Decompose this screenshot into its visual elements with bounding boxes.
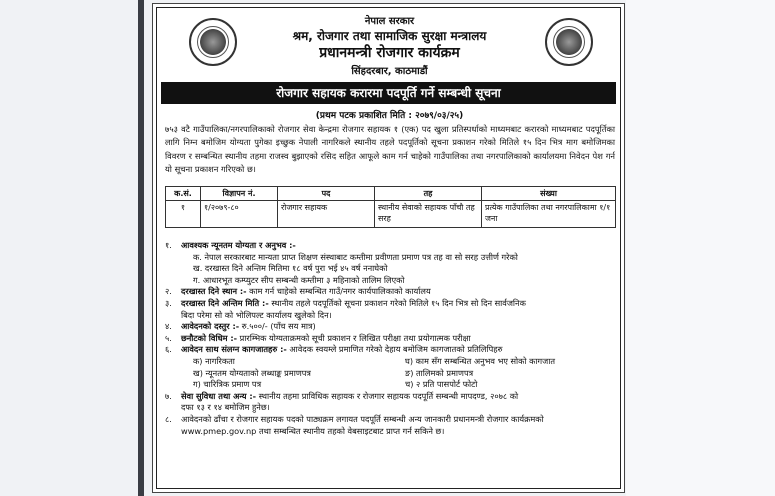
table-header: क.सं. xyxy=(166,187,201,201)
publish-date: (प्रथम पटक प्रकाशित मिति : २०७९/०३/२५) xyxy=(315,111,464,121)
table-row xyxy=(166,201,616,228)
table-header-row xyxy=(166,187,616,201)
document-pair xyxy=(165,379,617,391)
scrollbar-strip[interactable] xyxy=(138,0,144,496)
list-item xyxy=(165,298,617,310)
item-number: ७. xyxy=(165,390,172,401)
table-cell: स्थानीय सेवाको सहायक पाँचौ तह सरह xyxy=(375,201,482,228)
document-pair xyxy=(165,356,617,368)
item-number: ८. xyxy=(165,413,172,424)
item-title: आवश्यक न्यूनतम योग्यता र अनुभव :- xyxy=(181,240,296,250)
table-cell: प्रत्येक गाउँपालिका तथा नगरपालिकामा १/१ जना xyxy=(482,201,616,228)
table-header: तह xyxy=(375,187,482,201)
item-number: ६. xyxy=(165,344,172,355)
item-number: ३. xyxy=(165,297,172,308)
item-title: छनौटको विधिम :- xyxy=(181,332,238,343)
list-subitem: ग. आधारभूत कम्प्युटर सीप सम्बन्धी कम्तीमा ३ महिनाको तालिम लिएको xyxy=(193,274,405,285)
item-number: १. xyxy=(165,240,172,250)
item-continuation: बिदा परेमा सो को भोलिपल्ट कार्यालय खुलेको दिन। xyxy=(181,309,332,320)
document-item: ख) न्यूनतम योग्यताको लब्धाङ्क प्रमाणपत्र xyxy=(193,367,311,378)
table-header: विज्ञापन नं. xyxy=(201,187,278,201)
intro-paragraph: ७५३ वटै गाउँपालिका/नगरपालिकाको रोजगार सेवा केन्द्रमा रोजगार सहायक १ (एक) पद खुला प्रतिस्पर्धाको माध्यमबाट करारको माध्यमबाट पदपूर्तिका लागि निम्न बमोजिम योग्यता पुगेका इच्छुक नेपाली नागरिकले स्थानीय तहले पदपूर्तिको सूचना प्रकाशन गरेको मितिले १५ दिन भित्र माग बमोजिमका विवरण र सम्बन्धित स्थानीय तहमा राजस्व बुझाएको रसिद सहित आफूले काम गर्न चाहेको गाउँपालिका तथा नगरपालिकाको कार्यालयमा निवेदन पेश गर्न यो सूचना प्रकाशन गरिएको छ। xyxy=(165,124,615,175)
item-text: आवेदक स्वयम्ले प्रमाणित गरेको देहाय बमोजिम कागजातको प्रतिलिपिहरु xyxy=(286,344,503,355)
item-title: दरखास्त दिने अन्तिम मिति :- xyxy=(181,297,269,308)
vacancy-table xyxy=(165,186,616,228)
document-item: क) नागरिकता xyxy=(193,355,235,366)
document-item: ङ) तालिमको प्रमाणपत्र xyxy=(405,367,474,378)
item-number: ४. xyxy=(165,321,172,332)
item-title: सेवा सुविधा तथा अन्य :- xyxy=(181,390,257,401)
document-item: घ) काम सँग सम्बन्धित अनुभव भए सोको कागजात xyxy=(405,355,555,366)
list-item xyxy=(165,414,617,426)
table-cell: १ xyxy=(166,201,201,228)
item-title: आवेदन साथ संलग्न कागजातहरु :- xyxy=(181,344,287,355)
item-number: २. xyxy=(165,286,172,297)
item-text: प्रारम्भिक योग्यताक्रमको सूची प्रकाशन र लिखित परीक्षा तथा प्रयोगात्मक परीक्षा xyxy=(237,332,471,343)
notice-document xyxy=(152,3,625,493)
conditions-list xyxy=(165,240,617,437)
document-item: च) २ प्रति पासपोर्ट फोटो xyxy=(405,379,478,390)
document-item: ग) चारित्रिक प्रमाण पत्र xyxy=(193,379,262,390)
item-continuation: दफा १३ र १४ बमोजिम हुनेछ। xyxy=(181,402,270,413)
list-subitem: ख. दरखास्त दिने अन्तिम मितिमा १८ वर्ष पुरा भई ४५ वर्ष ननाघेको xyxy=(193,263,388,274)
program-heading: प्रधानमन्त्री रोजगार कार्यक्रम xyxy=(319,45,460,61)
item-text: रु.५००/- (पाँच सय मात्र) xyxy=(239,321,316,332)
list-item xyxy=(165,333,617,345)
list-item xyxy=(165,321,617,333)
table-cell: १/२०७९-८० xyxy=(201,201,278,228)
left-panel xyxy=(0,0,143,496)
ministry-heading: श्रम, रोजगार तथा सामाजिक सुरक्षा मन्त्रालय xyxy=(292,29,487,43)
list-item xyxy=(165,286,617,298)
list-subitem: क. नेपाल सरकारबाट मान्यता प्राप्त शिक्षण संस्थाबाट कम्तीमा प्रवीणता प्रमाण पत्र तह वा सो सरह उत्तीर्ण गरेको xyxy=(193,251,518,262)
location-heading: सिंहदरबार, काठमाडौं xyxy=(351,66,428,77)
item-text: स्थानीय तहमा प्राविधिक सहायक र रोजगार सहायक पदपूर्ति सम्बन्धी मापदण्ड, २०७८ को xyxy=(256,390,519,401)
item-number: ५. xyxy=(165,332,172,343)
document-pair xyxy=(165,368,617,380)
table-header: पद xyxy=(278,187,375,201)
list-item xyxy=(165,391,617,403)
table-header: संख्या xyxy=(482,187,616,201)
right-panel xyxy=(626,0,775,496)
notice-title-banner: रोजगार सहायक करारमा पदपूर्ति गर्ने सम्बन्धी सूचना xyxy=(161,82,616,104)
item-title: दरखास्त दिने स्थान :- xyxy=(181,286,247,297)
gov-heading: नेपाल सरकार xyxy=(364,16,415,27)
list-item xyxy=(165,240,617,252)
item-title: आवेदनको दस्तुर :- xyxy=(181,321,240,332)
list-item xyxy=(165,344,617,356)
item-text: काम गर्न चाहेको सम्बन्धित गाउँ/नगर कार्यपालिकाको कार्यालय xyxy=(246,286,431,297)
item-text: आवेदनको ढाँचा र रोजगार सहायक पदको पाठ्यक्रम लगायत पदपूर्ति सम्बन्धी अन्य जानकारी प्रधानमन्त्री रोजगार कार्यक्रमको xyxy=(181,413,544,424)
table-cell: रोजगार सहायक xyxy=(278,201,375,228)
item-text: स्थानीय तहले पदपूर्तिको सूचना प्रकाशन गरेको मितिले १५ दिन भित्र सो दिन सार्वजनिक xyxy=(268,297,526,308)
item-continuation: www.pmep.gov.np तथा सम्बन्धित स्थानीय तहको वेबसाइटबाट प्राप्त गर्न सकिने छ। xyxy=(181,425,445,436)
